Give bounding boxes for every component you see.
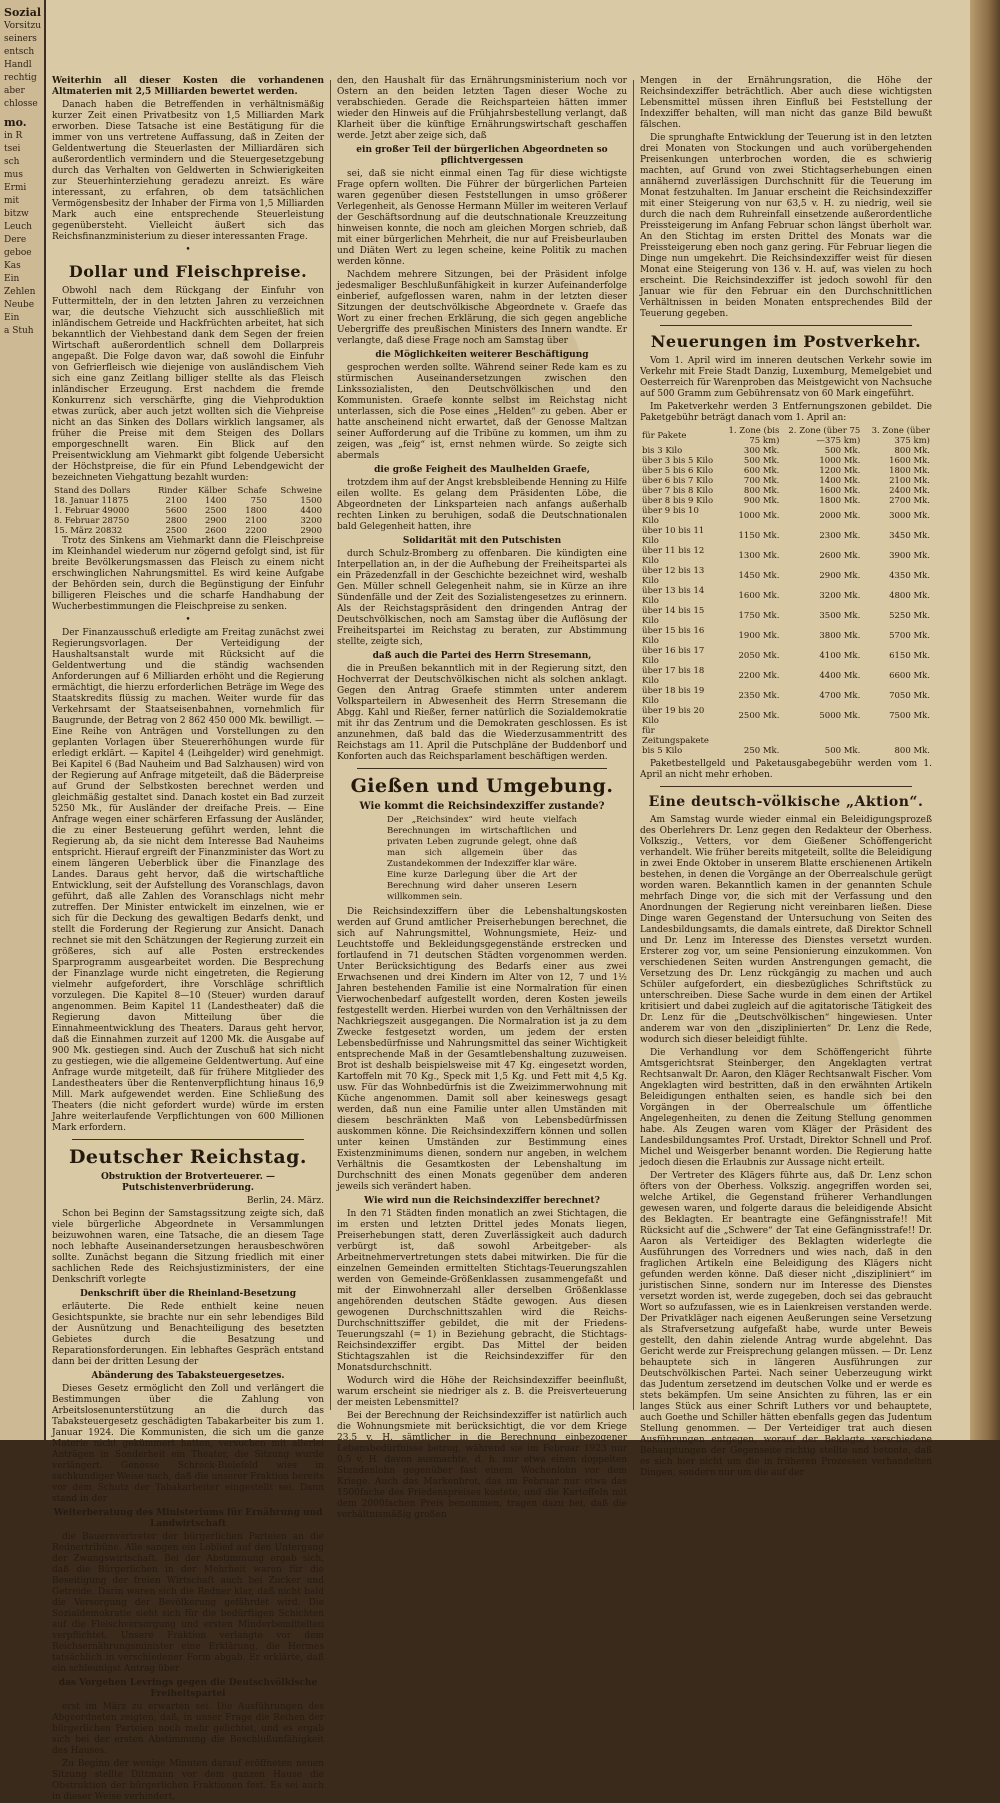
table-cell: 8. Februar 28750 bbox=[54, 516, 130, 526]
table-cell: 2300 Mk. bbox=[819, 531, 861, 541]
table-cell: 4700 Mk. bbox=[819, 691, 861, 701]
table-row bbox=[640, 456, 932, 466]
table-row bbox=[640, 646, 932, 666]
table-cell: 1750 Mk. bbox=[738, 611, 780, 621]
table-header-row bbox=[52, 486, 324, 496]
table-cell: 2900 bbox=[204, 516, 227, 526]
table-cell: 3800 Mk. bbox=[819, 631, 861, 641]
paragraph: Vom 1. April wird im inneren deutschen Verkehr sowie im Verkehr mit Freie Stadt Danzig, Luxemburg, Memelgebiet und Oesterreich für Warenproben das Meistgewicht von Nachsuche auf 500 Gramm zum Gebührensatz von 60 Mark eingeführt. bbox=[640, 356, 932, 399]
table-cell: über 5 bis 6 Kilo bbox=[642, 466, 714, 476]
paragraph: durch Schulz-Bromberg zu offenbaren. Die kündigten eine Interpellation an, in der die Aufhebung der Freiheitspartei als ein Präzedenzfall in der Geschichte bezeichnet wird, weshalb Gen. Müller schnell Gelegenheit nahm, sie in Kürze an ihre Sündenfälle und der Zeit des Sozialistengesetzes zu erinnern. Als der Reichstagspräsident den dringenden Antrag der Deutschvölkischen, noch am Samstag über die Auflösung der Freiheitspartei im Reichstag zu beraten, zur Abstimmung stellte, zeigte sich, bbox=[337, 549, 627, 647]
table-row bbox=[640, 526, 932, 546]
column-3 bbox=[640, 76, 932, 1478]
strip-fragment: mit bbox=[4, 196, 20, 206]
table-row bbox=[640, 476, 932, 486]
table-cell: 1300 Mk. bbox=[738, 551, 780, 561]
table-row bbox=[640, 726, 932, 746]
table-cell: 5250 Mk. bbox=[889, 611, 930, 621]
heading-post: Neuerungen im Postverkehr. bbox=[650, 332, 922, 351]
table-cell bbox=[862, 726, 932, 746]
table-cell: 1400 bbox=[204, 496, 227, 506]
page-edge bbox=[970, 0, 1000, 1440]
paragraph: sei, daß sie nicht einmal einen Tag für diese wichtigste Frage opfern wollten. Die Führer der bürgerlichen Parteien waren gegenüber diesen Feststellungen in umso größerer Verlegenheit, als Genosse Hermann Müller im weiteren Verlauf der Geschäftsordnung auf die deutschnationale Kreuzzeitung hinweisen konnte, die noch am gleichen Morgen schrieb, daß mit einer bürgerlichen Mehrheit, die nur auf Freisbeurlauben und Diäten Wert zu legen scheine, keine Politik zu machen werden könne. bbox=[337, 169, 627, 267]
strip-fragment: Handl bbox=[4, 60, 32, 70]
table-header: 1. Zone (bis 75 km) bbox=[728, 426, 780, 446]
table-cell: 2350 Mk. bbox=[738, 691, 780, 701]
separator-star: • bbox=[185, 245, 191, 255]
subheading: die große Feigheit des Maulhelden Graefe, bbox=[374, 465, 590, 475]
strip-fragment: Vorsitzu bbox=[4, 21, 42, 31]
table-row bbox=[640, 466, 932, 476]
intro-paragraph: Der „Reichsindex“ wird heute vielfach Berechnungen im wirtschaftlichen und privaten Leben zugrunde gelegt, ohne daß man sich allgemein über das Zustandekommen der Indexziffer klar wäre. Eine kurze Darlegung über die Art der Berechnung wird daher unseren Lesern willkommen sein. bbox=[387, 815, 577, 902]
table-row bbox=[640, 626, 932, 646]
table-cell: 1. Februar 49000 bbox=[54, 506, 130, 516]
paragraph: Der Finanzausschuß erledigte am Freitag zunächst zwei Regierungsvorlagen. Der Verteidigung der Haushaltsanstalt wurde mit Rücksicht auf die Geldentwertung und die ständig wachsenden Anforderungen auf 6 Milliarden erhöht und die Regierung ermächtigt, die hierzu erforderlichen Beträge im Wege des Staatskredits flüssig zu machen. Weiter wurde für das Verkehrsamt der Staatseisenbahnen, vornehmlich für Baugrunde, der Betrag von 2 862 450 000 Mk. bewilligt. — Eine Reihe von Anträgen und Vorstellungen zu den geplanten Vorlagen über Steuererhöhungen wurde für erledigt erklärt. — Kapitel 4 (Leihgelder) wird genehmigt. Bei Kapitel 6 (Bad Nauheim und Bad Salzhausen) wird von der Regierung auf Anfrage mitgeteilt, daß die Bäderpreise auf Grund der Selbstkosten berechnet werden und gleichmäßig gestaltet sind. Danach kostet ein Bad zurzeit 5250 Mk., für Ausländer der dreifache Preis. — Eine Anfrage wegen einer schärferen Erfassung der Ausländer, die zu einer Besteuerung geführt werden, lehnt die Regierung ab, da sie nicht dem Interesse Bad Nauheims entspricht. Hierauf ergreift der Finanzminister das Wort zu einem längeren Ueberblick über die Finanzlage des Landes. Daraus geht hervor, daß die wirtschaftliche Entwicklung, seit der Aufstellung des Voranschlags, davon geführt, daß alle Zahlen des Voranschlags nicht mehr zutreffen. Der Minister entwickelt im einzelnen, wie er sich für die Deckung des gewaltigen Bedarfs denkt, und stellt die Forderung der Regierung zur Ansicht. Danach rechnet sie mit den Schätzungen der Regierung zurzeit ein größeres, sich auf alle Posten erstreckendes Sparprogramm ausgearbeitet worden. Die Besprechung der Finanzlage wurde nicht eingetreten, die Regierung vielmehr aufgefordert, ihre Vorschläge schriftlich vorzulegen. Die Kapitel 8—10 (Steuer) wurden darauf angenommen. Beim Kapitel 11 (Landestheater) daß die Regierung davon Mitteilung über die Einnahmeentwicklung des Theaters. Daraus geht hervor, daß die Einnahmen zurzeit auf 1200 Mk. die Ausgabe auf 900 Mk. gestiegen sind. Auch der Zuschuß hat sich nicht zu gestiegen, wie die allgemeine Geldentwertung. Auf eine Anfrage wurde mitgeteilt, daß für frühere Mitglieder des Landestheaters über die Rentenverpflichtung hinaus 16,9 Mill. Mark aufgewendet werden. Eine Schließung des Theaters (die nicht gefordert wurde) würde im ersten Jahre weiterlaufende Verpflichtungen von 600 Millionen Mark erfordern. bbox=[52, 628, 324, 1133]
separator-star: • bbox=[185, 615, 191, 625]
table-cell: 2500 bbox=[204, 506, 227, 516]
table-cell: 500 Mk. bbox=[743, 456, 780, 466]
table-row bbox=[52, 496, 324, 506]
table-row bbox=[640, 746, 932, 756]
table-cell: 4400 Mk. bbox=[819, 671, 861, 681]
strip-fragment: mus bbox=[4, 170, 23, 180]
table-cell: 3500 Mk. bbox=[819, 611, 861, 621]
table-cell: 2000 Mk. bbox=[819, 511, 861, 521]
table-cell: 2700 Mk. bbox=[889, 496, 930, 506]
table-row bbox=[640, 586, 932, 606]
paragraph: Danach haben die Betreffenden in verhältnismäßig kurzer Zeit einen Privatbesitz von 1,5 Milliarden Mark erworben. Diese Tatsache ist eine Bestätigung für die immer von uns vertretene Auffassung, daß in Zeiten der Geldentwertung die Steuerlasten der Milliardären sich außerordentlich vermindern und die Steuergesetzgebung durch das Verhalten von Geldwerten in Schwierigkeiten zur Steuerhinterziehung geradezu anreizt. Es wäre interessant, zu erfahren, ob dem tatsächlichen Vermögensbesitz der Inhaber der Firma von 1,5 Milliarden Mark auch eine entsprechende Steuerleistung gegenübersteht. Vielleicht äußert sich das Reichsfinanzministerium zu dieser interessanten Frage. bbox=[52, 100, 324, 242]
table-row bbox=[52, 516, 324, 526]
table-cell: über 6 bis 7 Kilo bbox=[642, 476, 714, 486]
table-cell: über 18 bis 19 Kilo bbox=[642, 686, 705, 706]
table-cell: 7050 Mk. bbox=[889, 691, 930, 701]
table-cell: 3000 Mk. bbox=[889, 511, 930, 521]
strip-fragment: Zehlen bbox=[4, 287, 36, 297]
table-row bbox=[640, 686, 932, 706]
table-cell: 4400 bbox=[300, 506, 322, 516]
table-cell: bis 3 Kilo bbox=[642, 446, 683, 456]
table-cell: 1800 Mk. bbox=[889, 466, 930, 476]
subheading: Weiterberatung des Ministeriums für Ernährung und Landwirtschaft bbox=[53, 1508, 323, 1529]
table-cell: über 9 bis 10 Kilo bbox=[642, 506, 699, 526]
subheading: daß auch die Partei des Herrn Stresemann, bbox=[372, 651, 592, 661]
table-cell bbox=[720, 726, 782, 746]
divider bbox=[72, 1139, 304, 1140]
table-row bbox=[52, 506, 324, 516]
strip-fragment: entsch bbox=[4, 47, 35, 57]
table-cell: über 19 bis 20 Kilo bbox=[642, 706, 705, 726]
paragraph: Bei der Berechnung der Reichsindexziffer ist natürlich auch die Wohnungsmiete mit berücksichtigt, die vor dem Kriege 23,5 v. H. sämtlicher in die Berechnung einbezogener Lebensbedürfnisse betrug, während sie im Februar 1923 nur 0,5 v. H. davon ausmachte, d. h. nur etwa einen doppelten Stundenlohn gegenüber fast einem Wochenlohn vor dem Kriege. Auch das Markenbrot, das im Februar nur etwa das 1500fache des Friedenspreises kostete, und die Kartoffeln mit dem 2000fachen Preis benommen, tragen dazu bei, daß die verhältnismäßig großen bbox=[337, 1411, 627, 1520]
table-row bbox=[640, 546, 932, 566]
table-cell: 2400 Mk. bbox=[889, 486, 930, 496]
strip-fragment: Neube bbox=[4, 300, 35, 310]
table-cell: 1450 Mk. bbox=[738, 571, 780, 581]
table-cell: 500 Mk. bbox=[824, 746, 861, 756]
table-cell: 2900 bbox=[300, 526, 322, 536]
paragraph: gesprochen werden sollte. Während seiner Rede kam es zu stürmischen Auseinandersetzungen zwischen den Linkssozialisten, den Deutschvölkischen und den Kommunisten. Graefe konnte selbst im Reichstag nicht unterlassen, sich die Pose eines „Helden“ zu geben. Aber er hatte anscheinend nicht erwartet, daß der Genosse Maltzan seiner Aufforderung auf die Tribüne zu kommen, um ihm zu zeigen, was „feig“ ist, ernst nehmen würde. So zeigte sich abermals bbox=[337, 363, 627, 461]
paragraph: trotzdem ihm auf der Angst krebsbleibende Henning zu Hilfe eilen wollte. Es gelang dem Präsidenten Löbe, die Abgeordneten der Linksparteien nach anfangs außerhalb rechten Linken zu beruhigen, sodaß die Deutschnationalen bald Gelegenheit hatten, ihre bbox=[337, 478, 627, 532]
table-header: Kälber bbox=[197, 486, 227, 496]
table-cell: 7500 Mk. bbox=[889, 711, 930, 721]
paragraph: In den 71 Städten finden monatlich an zwei Stichtagen, die im ersten und letzten Drittel jedes Monats liegen, Preiserhebungen statt, deren Zuverlässigkeit auch dadurch verbürgt ist, daß sowohl Arbeitgeber- als Arbeitnehmervertretungen stets dabei mitwirken. Die für die einzelnen Gemeinden ermittelten Stichtags-Teuerungszahlen werden von Gemeinde-Größenklassen zusammengefaßt und mit der Einwohnerzahl aller derselben Größenklasse angehörenden deutschen Städte gewogen. Aus diesen gewogenen Durchschnittszahlen wird die Reichs-Durchschnittsziffer gebildet, die mit der Friedens-Teuerungszahl (= 1) in Beziehung gebracht, die Stichtags-Reichsindexziffer ergibt. Das Mittel der beiden Stichtagszahlen ist die Reichsindexziffer für den Monatsdurchschnitt. bbox=[337, 1209, 627, 1373]
table-row bbox=[640, 496, 932, 506]
divider bbox=[660, 786, 912, 787]
heading-reichstag: Deutscher Reichstag. bbox=[68, 1146, 308, 1168]
strip-label-mo: mo. bbox=[4, 116, 27, 129]
column-rule bbox=[330, 80, 331, 1410]
table-cell: über 15 bis 16 Kilo bbox=[642, 626, 705, 646]
paragraph: Weiterhin all dieser Kosten die vorhandenen Altmaterien mit 2,5 Milliarden bewertet werden. bbox=[52, 76, 324, 97]
table-cell: 5700 Mk. bbox=[889, 631, 930, 641]
table-header: 3. Zone (über 375 km) bbox=[871, 426, 930, 446]
table-header: für Pakete bbox=[642, 431, 687, 441]
subheading: das Vorgehen Levrings gegen die Deutschvölkische Freiheitspartei bbox=[58, 1678, 318, 1699]
table-row bbox=[640, 666, 932, 686]
paragraph: Paketbestellgeld und Paketausgabegebühr werden vom 1. April an nicht mehr erhoben. bbox=[640, 759, 932, 780]
table-header: Schafe bbox=[237, 486, 267, 496]
table-cell: 500 Mk. bbox=[824, 446, 861, 456]
paragraph: Die Verhandlung vor dem Schöffengericht führte Amtsgerichtsrat Steinberger, den Angeklagten vertrat Rechtsanwalt Dr. Aaron, den Kläger Rechtsanwalt Fischer. Vom Angeklagten wird bestritten, daß in den erwähnten Artikeln Beleidigungen enthalten seien, es handle sich bei den Vorgängen in der Oberrealschule um öffentliche Angelegenheiten, zu denen die Zeitung Stellung genommen habe. Als Zeugen waren vom Kläger der Präsident des Landesbildungsamtes Prof. Urstadt, Direktor Schnell und Prof. Michel und Weisgerber benannt worden. Die Regierung hatte jedoch diesen die Erlaubnis zur Aussage nicht erteilt. bbox=[640, 1048, 932, 1168]
column-1 bbox=[52, 76, 324, 1802]
paragraph: Im Paketverkehr werden 3 Entfernungszonen gebildet. Die Paketgebühr beträgt danach vom 1. April an: bbox=[640, 402, 932, 423]
table-cell: 600 Mk. bbox=[743, 466, 780, 476]
table-cell: über 3 bis 5 Kilo bbox=[642, 456, 714, 466]
subheading: die Möglichkeiten weiterer Beschäftigung bbox=[375, 350, 589, 360]
table-cell: 1200 Mk. bbox=[819, 466, 861, 476]
strip-fragment: sch bbox=[4, 157, 20, 167]
strip-fragment: Dere bbox=[4, 235, 27, 245]
paragraph: Die sprunghafte Entwicklung der Teuerung ist in den letzten drei Monaten von Stockungen und auch vorübergehenden Preisenkungen unterbrochen worden, die es schwierig machten, auf Grund von zwei Stichtagserhebungen einen annähernd zuverlässigen Durchschnitt für die Teuerung im Monat festzuhalten. Im Januar erscheint die Reichsindexziffer mit einer Steigerung von nur 63,5 v. H. zu niedrig, weil sie durch die nach dem Ruhreinfall einsetzende außerordentliche Preissteigerung im Anfang Februar schon längst überholt war. An den Stichtag im ersten Drittel des Monats war die Preissteigerung eben noch ganz gering. Für Februar liegen die Dinge nun umgekehrt. Die Reichsindexziffer weist für diesen Monat eine Steigerung von 136 v. H. auf, was vielen zu hoch erscheint. Die Reichsindexziffer ist jedoch sowohl für den Januar wie für den Februar ein den Durchschnittlichen Verhältnissen in beiden Monaten entsprechendes Bild der Teuerung gegeben. bbox=[640, 133, 932, 319]
table-cell: 800 Mk. bbox=[743, 486, 780, 496]
table-header: Rinder bbox=[157, 486, 188, 496]
heading-giessen: Gießen und Umgebung. bbox=[350, 775, 614, 797]
table-cell: über 13 bis 14 Kilo bbox=[642, 586, 705, 606]
paragraph: die in Preußen bekanntlich mit in der Regierung sitzt, den Hochverrat der Deutschvölkischen nicht als solchen anklagt. Gegen den Antrag Graefe stimmten unter anderem Volksparteilern in Abwesenheit des Herrn Stresemann die Abgg. Kahl und Rießer, ferner natürlich die Sozialdemokratie mit ihr das Zentrum und die Demokraten geschlossen. Es ist anzunehmen, daß bald das die Wiederzusammentritt des Reichstags am 11. April die Putschpläne der Buddenborf und Konforten auch das Reichsparlament beschäftigen werden. bbox=[337, 664, 627, 762]
table-cell: 15. März 20832 bbox=[54, 526, 123, 536]
strip-fragment: chlosse bbox=[4, 99, 38, 109]
table-cell: 5600 bbox=[165, 506, 188, 516]
table-cell: 2100 Mk. bbox=[889, 476, 930, 486]
table-cell: 800 Mk. bbox=[894, 746, 930, 756]
paragraph: Der Vertreter des Klägers führte aus, daß Dr. Lenz schon öfters von der Oberhess. Volkszig. angegriffen worden sei, welche Artikel, die Gegenstand früherer Verhandlungen gewesen waren, und folgerte daraus die beleidigende Absicht des Beklagten. Er beantragte eine Gefängnisstrafe!! Mit Rücksicht auf die „Schwere“ der Tat eine Gefängnisstrafe!! Dr. Aaron als Verteidiger des Beklagten widerlegte die Ausführungen des Vorredners und wies nach, daß in den fraglichen Artikeln eine Beleidigung des Klägers nicht gefunden werden könne. Daß dieser nicht „diszipliniert“ im juristischen Sinne, sondern nur im Interesse des Dienstes versetzt worden ist, werde zugegeben, doch sei das gebraucht Wort so aufzufassen, wie es in Laienkreisen verstanden werde. Der Privatkläger nach eigenen Aeußerungen seine Versetzung als Strafversetzung aufgefaßt habe, wurde unter Beweis gestellt, den dahin zielende Antrag wurde abgelehnt. Das Gericht werde zur Freisprechung gelangen müssen. — Dr. Lenz behauptete sich in längeren Ausführungen zur Deutschvölkischen Partei. Nach seiner Ueberzeugung wirkt das Judentum zersetzend im deutschen Volke und er werde es stets bekämpfen. Um seine Ansichten zu führen, las er ein langes Stück aus einer Schrift Luthers vor und behauptete, auch Goethe und Schiller hätten ebenfalls gegen das Judentum Stellung genommen. — Der Verteidiger trat auch diesen Ausführungen entgegen, worauf der Beklagte verschiedene Behauptungen der Gegenseite richtig stellte und betonte, daß es sich hier nicht um die in früheren Prozessen verhandelten Dingen, sondern nur um die auf der bbox=[640, 1171, 932, 1478]
paragraph: Nachdem mehrere Sitzungen, bei der Präsident infolge jedesmaliger Beschlußunfähigkeit in kurzer Aufeinanderfolge einberief, aufgeflossen waren, nahm in der letzten dieser Sitzungen der deutschvölkische Abgeordnete v. Graefe das Wort zu einer frechen Erklärung, die sich gegen angebliche Uebergriffe des preußischen Ministers des Innern wandte. Er verlangte, daß diese Frage noch am Samstag über bbox=[337, 270, 627, 346]
table-cell: 1500 bbox=[300, 496, 322, 506]
strip-fragment: Leuch bbox=[4, 222, 32, 232]
table-row bbox=[640, 566, 932, 586]
divider bbox=[660, 325, 912, 326]
table-cell: 2100 bbox=[165, 496, 188, 506]
adjacent-page-strip bbox=[0, 0, 46, 1440]
table-cell: 6150 Mk. bbox=[889, 651, 930, 661]
table-cell: über 8 bis 9 Kilo bbox=[642, 496, 714, 506]
strip-fragment: tsei bbox=[4, 144, 21, 154]
table-cell: für Zeitungspakete bbox=[642, 726, 709, 746]
postage-table-body bbox=[640, 446, 932, 756]
table-cell: 3200 Mk. bbox=[819, 591, 861, 601]
table-cell: 2500 Mk. bbox=[738, 711, 780, 721]
strip-fragment: a Stuh bbox=[4, 326, 34, 336]
heading-dollar: Dollar und Fleischpreise. bbox=[68, 262, 308, 281]
table-cell: 250 Mk. bbox=[743, 746, 780, 756]
paragraph: die Bauernvertreter der bürgerlichen Parteien an die Rednertribüne. Alle sangen ein Loblied auf den Untergang der Zwangswirtschaft. Bei der Abstimmung ergab sich, daß die Bürgerlichen in der Mehrheit waren für die Beseitigung der freien Wirtschaft auch bei Zucker und Getreide. Darin waren sich die Redner klar, daß nicht bald die Versorgung der Bevölkerung gefährdet wird. Die Sozialdemokratie sieht sich für die bedürftigen Schichten auf die Fleischversorgung und ersten Minderbemittelten verpflichtet. Unsere Fraktion verlangte vor dem Reichsernährungsminister eine Erklärung, die Hermes tatsächlich in verschiedener Form abgab. Er erklärte, daß ein schleunigst Antrag über bbox=[52, 1532, 324, 1674]
table-cell: 4100 Mk. bbox=[819, 651, 861, 661]
table-header: 2. Zone (über 75—375 km) bbox=[788, 426, 861, 446]
subheading-index: Wie kommt die Reichsindexziffer zustande? bbox=[359, 801, 605, 812]
strip-fragment: Ermi bbox=[4, 183, 27, 193]
subheading: Solidarität mit den Putschisten bbox=[402, 536, 562, 546]
table-cell: 1800 bbox=[245, 506, 267, 516]
paragraph: den, den Haushalt für das Ernährungsministerium noch vor Ostern an den beiden letzten Tagen dieser Woche zu verabschieden. Gerade die Reichsparteien hätten immer wieder den Hinweis auf die Frühjahrsbestellung verlangt, daß Klarheit über die künftige Ernährungswirtschaft geschaffen werde. Jetzt aber zeige sich, daß bbox=[337, 76, 627, 141]
table-cell: 1600 Mk. bbox=[738, 591, 780, 601]
table-cell: 2200 Mk. bbox=[738, 671, 780, 681]
table-cell: 18. Januar 11875 bbox=[54, 496, 129, 506]
table-cell: 3200 bbox=[300, 516, 322, 526]
paragraph: erläuterte. Die Rede enthielt keine neuen Gesichtspunkte, sie brachte nur ein sehr lebendiges Bild der Ausnützung und Benachteiligung des besetzten Gebietes durch die Besatzung und Reparationsforderungen. Ein lebhaftes Gespräch entstand dann bei der dritten Lesung der bbox=[52, 1302, 324, 1367]
paragraph: Am Samstag wurde wieder einmal ein Beleidigungsprozeß des Oberlehrers Dr. Lenz gegen den Redakteur der Oberhess. Volkszig., Vetters, vor dem Gießener Schöffengericht verhandelt. Wie früher bereits mitgeteilt, sollte die Beleidigung in zwei Ende Oktober in unserem Blatte erschienenen Artikeln bestehen, in denen die Vorgänge an der Oberrealschule gerügt worden waren. Bekanntlich kamen in der genannten Schule mehrfach Dinge vor, die sich mit der Verfassung und den Anordnungen der Regierung nicht vereinbaren ließen. Diese Dinge waren Gegenstand der Untersuchung von Seiten des Landesbildungsamts, die damals eintrete, daß Direktor Schnell und Dr. Lenz im Interesse des Dienstes versetzt wurden. Ersterer zog vor, um seine Pensionierung einzukommen. Von verschiedenen Seiten wurden Anstrengungen gemacht, die Versetzung des Dr. Lenz rückgängig zu machen und auch Schüler aufgefordert, ein diesbezügliches Schriftstück zu unterschreiben. Diese Sache wurde in dem einen der Artikel kritisiert und dabei zugleich auf die agitatorische Tätigkeit des Dr. Lenz für die „Deutschvölkischen“ hingewiesen. Unter anderem war von den „disziplinierten“ Dr. Lenz die Rede, wodurch sich dieser beleidigt fühlte. bbox=[640, 815, 932, 1045]
table-cell: 2900 Mk. bbox=[819, 571, 861, 581]
paragraph: Zu Beginn der wenige Minuten darauf eröffneten neuen Sitzung stellte Dittmann vor dem ganzen Hause die Obstruktion der bürgerlichen Fraktionen fest. Es sei auch in dieser Weise verhindert, bbox=[52, 1759, 324, 1802]
strip-fragment: bitzw bbox=[4, 209, 29, 219]
table-cell: über 10 bis 11 Kilo bbox=[642, 526, 705, 546]
table-cell: über 14 bis 15 Kilo bbox=[642, 606, 705, 626]
table-cell: 2800 bbox=[165, 516, 188, 526]
table-cell: 1000 Mk. bbox=[819, 456, 861, 466]
table-cell: über 12 bis 13 Kilo bbox=[642, 566, 705, 586]
table-header: Stand des Dollars bbox=[54, 486, 131, 496]
table-cell: 5000 Mk. bbox=[819, 711, 861, 721]
subheading: ein großer Teil der bürgerlichen Abgeordneten so pflichtvergessen bbox=[356, 145, 608, 166]
table-cell: 1150 Mk. bbox=[738, 531, 780, 541]
table-row bbox=[52, 526, 324, 536]
table-cell: 700 Mk. bbox=[743, 476, 780, 486]
table-cell: 2100 bbox=[245, 516, 267, 526]
column-rule bbox=[633, 80, 634, 1410]
table-cell: 750 bbox=[250, 496, 267, 506]
strip-label-sozial: Sozial bbox=[4, 6, 42, 19]
subheading: Obstruktion der Brotverteuerer. — Putschistenverbrüderung. bbox=[100, 1172, 276, 1193]
strip-fragment: geboe bbox=[4, 248, 32, 258]
paragraph: Die Reichsindexziffern über die Lebenshaltungskosten werden auf Grund amtlicher Preiserhebungen berechnet, die sich auf Nahrungsmittel, Wohnungsmiete, Heiz- und Leuchtstoffe und Bekleidungsgegenstände erstrecken und fortlaufend in 71 deutschen Städten vorgenommen werden. Unter Berücksichtigung des Bedarfs einer aus zwei Erwachsenen und drei Kindern im Alter von 12, 7 und 1½ Jahren bestehenden Familie ist eine Normalration für einen Vierwochenbedarf aufgestellt worden, deren Kosten jeweils festgestellt werden. Hierbei wurden von den Verhältnissen der Nachkriegszeit ausgegangen. Die Normalration ist ja zu dem Zwecke festgesetzt worden, um jedem der ersten Lebensbedürfnisse und Nahrungsmittel das seiner Wichtigkeit entsprechende Maß in der Gesamtlebenshaltung zuzuweisen. Brot ist deshalb beispielsweise mit 47 Kg. eingesetzt worden, Kartoffeln mit 70 Kg., Speck mit 1,5 Kg. und Fett mit 4,5 Kg. usw. Für das Wohnbedürfnis ist die Zweizimmerwohnung mit Küche angenommen. Damit soll aber keineswegs gesagt werden, daß nun eine Familie unter allen Umständen mit diesem beschränkten Maß von Lebensbedürfnissen auskommen könne. Die Reichsindexziffern können und sollen unter keinen Umständen zur Bestimmung eines Existenzminimums dienen, sondern nur angeben, in welchem Verhältnis die Gesamtkosten der Lebenshaltung im Durchschnitt des einen Monats gegenüber dem anderen jeweils sich verändert haben. bbox=[337, 907, 627, 1192]
table-cell: 1400 Mk. bbox=[819, 476, 861, 486]
divider bbox=[357, 768, 607, 769]
table-cell: 1600 Mk. bbox=[819, 486, 861, 496]
strip-fragment: Ein bbox=[4, 274, 20, 284]
table-cell: 2600 Mk. bbox=[819, 551, 861, 561]
paragraph: Obwohl nach dem Rückgang der Einfuhr von Futtermitteln, der in den letzten Jahren zu verzeichnen war, die deutsche Viehzucht sich ausschließlich mit inländischem Getreide und Hackfrüchten arbeitet, hat sich bekanntlich der Viehbestand dank dem Segen der freien Wirtschaft außerordentlich schnell dem Dollarpreis angepaßt. Die Folge davon war, daß sowohl die Einfuhr von Gefrierfleisch wie diejenige von ausländischem Vieh sich eine ganz Zeitlang billiger stellte als das Fleisch inländischer Erzeugung. Erst nachdem die fremde Konkurrenz sich verschärfte, ging die Viehproduktion etwas zurück, aber auch jetzt wollten sich die Viehpreise nicht an das Sinken des Dollars wirklich langsamer, als früher die Preise mit dem Steigen des Dollars emporgeschnellt waren. Ein Blick auf den Preisentwicklung am Viehmarkt gibt folgende Uebersicht der Höchstpreise, die für ein Pfund Lebendgewicht der bezeichneten Viehgattung bezahlt wurden: bbox=[52, 286, 324, 483]
strip-fragment: rechtig bbox=[4, 73, 37, 83]
strip-fragment: Ein bbox=[4, 313, 20, 323]
table-cell bbox=[781, 726, 862, 746]
table-row bbox=[640, 446, 932, 456]
table-cell: 2600 bbox=[204, 526, 227, 536]
table-cell: 3450 Mk. bbox=[889, 531, 930, 541]
paragraph: Wodurch wird die Höhe der Reichsindexziffer beeinflußt, warum erscheint sie niedriger als z. B. die Preisverteuerung der meisten Lebensmittel? bbox=[337, 1376, 627, 1408]
table-cell: 1000 Mk. bbox=[738, 511, 780, 521]
paragraph: Mengen in der Ernährungsration, die Höhe der Reichsindexziffer beträchtlich. Aber auch diese wichtigsten Lebensmittel müssen ihren Einfluß bei Feststellung der Indexziffer behalten, will man nicht das ganze Bild bewußt fälschen. bbox=[640, 76, 932, 130]
table-cell: 2200 bbox=[245, 526, 267, 536]
strip-fragment: seiners bbox=[4, 34, 37, 44]
table-cell: 2050 Mk. bbox=[738, 651, 780, 661]
table-cell: 3900 Mk. bbox=[889, 551, 930, 561]
table-cell: 1600 Mk. bbox=[889, 456, 930, 466]
paragraph: Trotz des Sinkens am Viehmarkt dann die Fleischpreise im Kleinhandel wiederum nur zögernd gefolgt sind, ist für breite Bevölkerungsmassen das Fleisch zu einem nicht erschwinglichen Nahrungsmittel. Es wird keine Aufgabe der Behörden sein, durch die Begünstigung der Einfuhr billigeren Fleisches und die scharfe Handhabung der Wucherbestimmungen die Fleischpreise zu senken. bbox=[52, 536, 324, 612]
price-table bbox=[52, 486, 324, 536]
table-row bbox=[640, 706, 932, 726]
table-cell: 4800 Mk. bbox=[889, 591, 930, 601]
table-cell: über 11 bis 12 Kilo bbox=[642, 546, 705, 566]
table-header-row bbox=[640, 426, 932, 446]
subheading: Denkschrift über die Rheinland-Besetzung bbox=[79, 1289, 297, 1299]
table-cell: über 17 bis 18 Kilo bbox=[642, 666, 705, 686]
heading-aktion: Eine deutsch-völkische „Aktion“. bbox=[648, 794, 924, 810]
table-cell: 6600 Mk. bbox=[889, 671, 930, 681]
table-header: Schweine bbox=[280, 486, 322, 496]
table-cell: 4350 Mk. bbox=[889, 571, 930, 581]
table-row bbox=[640, 486, 932, 496]
postage-table bbox=[640, 426, 932, 756]
paragraph: Schon bei Beginn der Samstagssitzung zeigte sich, daß viele bürgerliche Abgeordnete in Versammlungen beizuwohnen waren, eine Tatsache, die an diesem Tage noch lebhafte Auseinandersetzungen herausbeschwören sollte. Zunächst begann die Sitzung friedlich mit einer sachlichen Rede des Reichsjustizministers, der eine Denkschrift vorlegte bbox=[52, 1209, 324, 1285]
subheading: Abänderung des Tabaksteuergesetzes. bbox=[91, 1371, 285, 1381]
column-2 bbox=[337, 76, 627, 1520]
strip-fragment: in R bbox=[4, 131, 23, 141]
table-row bbox=[640, 506, 932, 526]
dateline: Berlin, 24. März. bbox=[246, 1196, 324, 1206]
table-cell: 2500 bbox=[165, 526, 188, 536]
subheading: Wie wird nun die Reichsindexziffer berechnet? bbox=[364, 1196, 600, 1206]
table-cell: über 16 bis 17 Kilo bbox=[642, 646, 705, 666]
table-cell: 800 Mk. bbox=[894, 446, 930, 456]
table-cell: 1800 Mk. bbox=[819, 496, 861, 506]
table-cell: bis 5 Kilo bbox=[642, 746, 683, 756]
table-cell: 900 Mk. bbox=[743, 496, 780, 506]
strip-fragment: aber bbox=[4, 86, 25, 96]
strip-fragment: Kas bbox=[4, 261, 21, 271]
paragraph: Dieses Gesetz ermöglicht den Zoll und verlängert die Bestimmungen über die Zahlung von Arbeitslosenunterstützung an die durch das Tabaksteuergesetz geschädigten Tabakarbeiter bis zum 1. Januar 1924. Die Kommunisten, die sich um die ganze Materie nicht gekümmert hatten, versuchen mit allerlei Anträgen in Sonderheit ein Theater, die Sitzung wurde verlängert. Genosse Schreck-Bielefeld wies in sachkundiger Weise nach, daß die unserer Fraktion bereits vor dem Schutz der Tabakarbeiter eingestellt sei. Dann stand in der bbox=[52, 1384, 324, 1504]
table-cell: über 7 bis 8 Kilo bbox=[642, 486, 714, 496]
paragraph: erst im März zu erwarten sei. Die Ausführungen des Abgeordneten zeigten, daß, in unser Frage die Reihen der bürgerlichen Parteien noch mehr gelichtet, und es ergab sich bei der ersten Abstimmung die Beschlußunfähigkeit des Hauses. bbox=[52, 1702, 324, 1756]
table-cell: 300 Mk. bbox=[743, 446, 780, 456]
table-row bbox=[640, 606, 932, 626]
table-cell: 1900 Mk. bbox=[738, 631, 780, 641]
